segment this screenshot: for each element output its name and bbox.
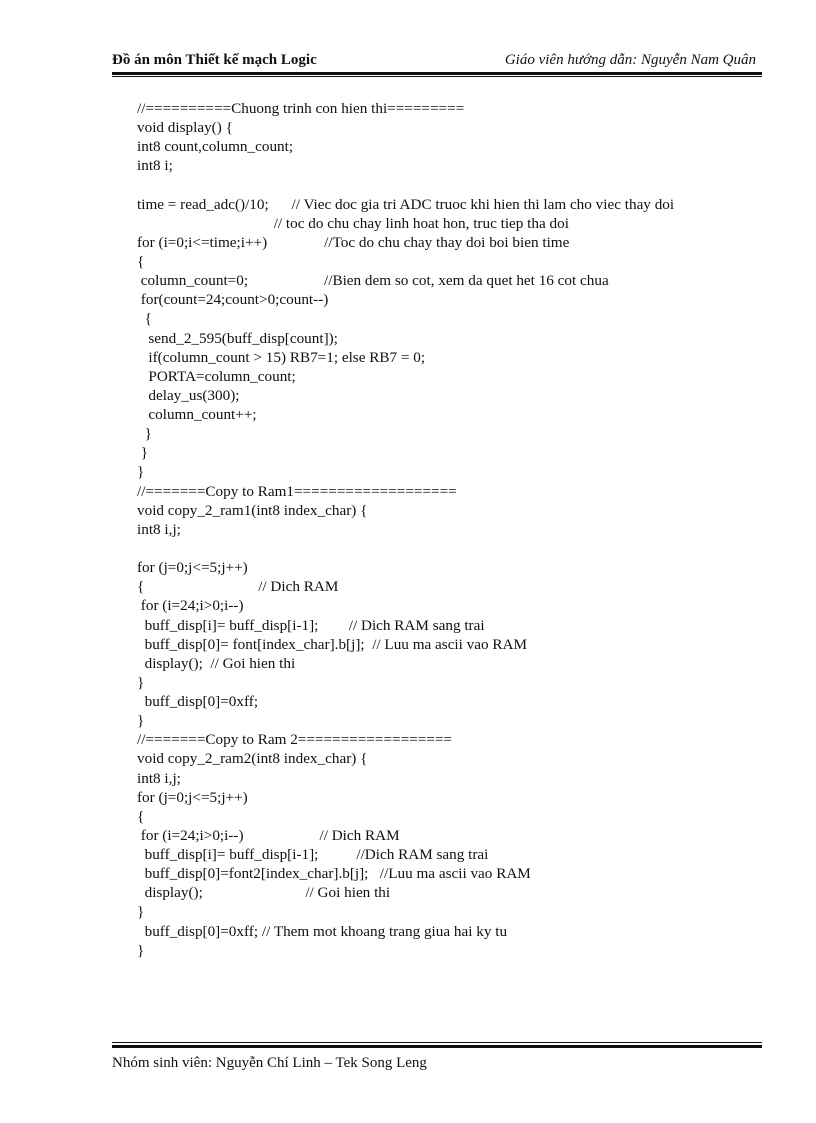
code-line: } bbox=[137, 673, 145, 691]
code-line: send_2_595(buff_disp[count]); bbox=[137, 329, 338, 347]
student-group: Nhóm sinh viên: Nguyễn Chí Linh – Tek Song Leng bbox=[112, 1055, 427, 1071]
code-line: display(); // Goi hien thi bbox=[137, 884, 391, 902]
code-line: buff_disp[0]=0xff; // Them mot khoang trang giua hai ky tu bbox=[137, 922, 508, 940]
code-line: } bbox=[137, 444, 149, 462]
code-line: for (i=24;i>0;i--) bbox=[137, 597, 244, 615]
code-line: column_count=0; //Bien dem so cot, xem da quet het 16 cot chua bbox=[137, 272, 609, 290]
code-line: } bbox=[137, 712, 145, 730]
code-line: int8 i,j; bbox=[137, 769, 181, 787]
code-line: time = read_adc()/10; // Viec doc gia tri ADC truoc khi hien thi lam cho viec thay doi bbox=[137, 195, 675, 213]
code-line: //==========Chuong trinh con hien thi========= bbox=[137, 100, 465, 117]
code-line: // toc do chu chay linh hoat hon, truc tiep tha doi bbox=[137, 214, 569, 232]
code-line: buff_disp[0]= font[index_char].b[j]; // Luu ma ascii vao RAM bbox=[137, 635, 527, 653]
footer-divider-thick bbox=[112, 1045, 762, 1048]
code-line: { bbox=[137, 253, 145, 271]
code-line: delay_us(300); bbox=[137, 386, 240, 404]
code-line: display(); // Goi hien thi bbox=[137, 654, 296, 672]
code-line: buff_disp[i]= buff_disp[i-1]; //Dich RAM sang trai bbox=[137, 846, 489, 864]
code-line: { bbox=[137, 807, 145, 825]
code-line: } bbox=[137, 941, 145, 959]
course-title: Đồ án môn Thiết kế mạch Logic bbox=[112, 52, 317, 68]
header-divider-thick bbox=[112, 72, 762, 75]
code-line: void copy_2_ram2(int8 index_char) { bbox=[137, 750, 368, 768]
code-line: void display() { bbox=[137, 119, 233, 137]
code-line: for (i=0;i<=time;i++) //Toc do chu chay thay doi boi bien time bbox=[137, 233, 570, 251]
code-line: } bbox=[137, 463, 145, 481]
code-line: int8 count,column_count; bbox=[137, 138, 294, 156]
code-line: for (j=0;j<=5;j++) bbox=[137, 559, 248, 577]
code-line: for (j=0;j<=5;j++) bbox=[137, 788, 248, 806]
code-line: column_count++; bbox=[137, 406, 257, 424]
code-line: PORTA=column_count; bbox=[137, 367, 296, 385]
code-line: { // Dich RAM bbox=[137, 578, 339, 596]
code-line: void copy_2_ram1(int8 index_char) { bbox=[137, 501, 368, 519]
code-line: for (i=24;i>0;i--) // Dich RAM bbox=[137, 826, 400, 844]
code-line: int8 i; bbox=[137, 157, 173, 175]
code-line: //=======Copy to Ram 2================== bbox=[137, 731, 452, 749]
page-header bbox=[112, 50, 760, 72]
header-divider-thin bbox=[112, 76, 762, 77]
instructor-name: Giáo viên hướng dẫn: Nguyễn Nam Quân bbox=[504, 52, 756, 68]
footer-divider-thin bbox=[112, 1042, 762, 1043]
code-line: } bbox=[137, 425, 152, 443]
code-line: buff_disp[i]= buff_disp[i-1]; // Dich RAM sang trai bbox=[137, 616, 485, 634]
code-line: int8 i,j; bbox=[137, 520, 181, 538]
code-line: //=======Copy to Ram1=================== bbox=[137, 482, 457, 500]
code-line: buff_disp[0]=font2[index_char].b[j]; //Luu ma ascii vao RAM bbox=[137, 865, 531, 883]
code-line: buff_disp[0]=0xff; bbox=[137, 693, 259, 711]
code-line: { bbox=[137, 310, 152, 328]
code-line: for(count=24;count>0;count--) bbox=[137, 291, 329, 309]
code-line: if(column_count > 15) RB7=1; else RB7 = 0; bbox=[137, 348, 426, 366]
code-line: } bbox=[137, 903, 145, 921]
